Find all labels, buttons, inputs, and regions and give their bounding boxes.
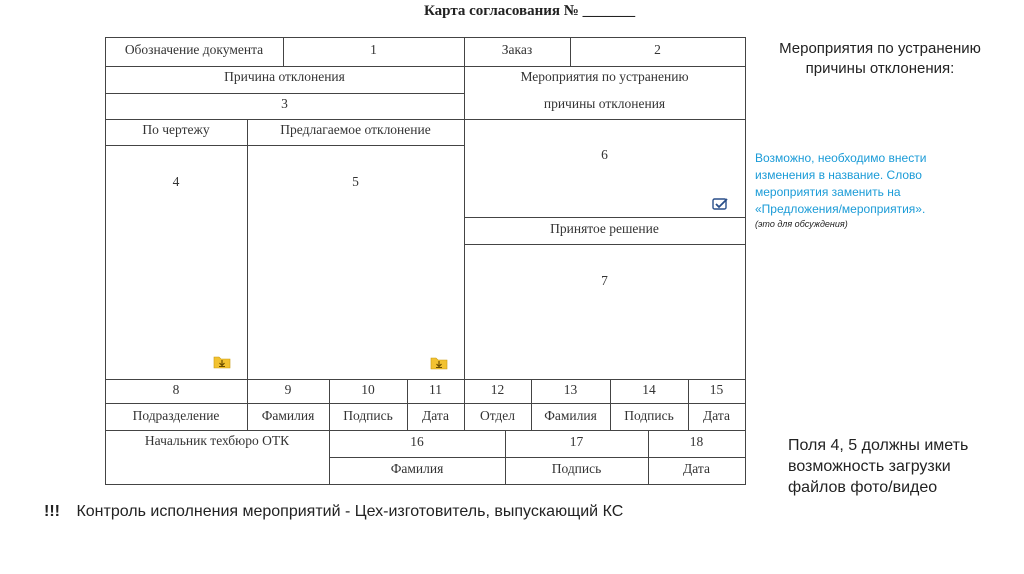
deviation-reason-label: Причина отклонения [224,69,345,84]
field-8-number: 8 [172,382,180,397]
field-9-number: 9 [284,382,292,397]
accepted-decision-label: Принятое решение [550,221,659,236]
field-18-number: 18 [689,434,704,449]
folder-download-icon[interactable] [213,355,231,369]
field-11-number: 11 [429,382,442,397]
chief-tech-bureau-label: Начальник техбюро ОТК [144,433,290,448]
by-drawing-label: По чертежу [142,122,210,137]
page-title: Карта согласования № _______ [424,3,636,19]
comment-small-text: (это для обсуждения) [755,219,848,229]
field-15-number: 15 [709,382,724,397]
measures-label-line2: причины отклонения [543,96,666,111]
field-7-number: 7 [601,273,608,288]
measures-note: Мероприятия по устранению причины отклонения: [779,40,981,77]
field-3-number: 3 [281,96,288,111]
field-6-number: 6 [601,147,608,162]
label-surname-3: Фамилия [390,461,444,476]
bottom-note [44,503,623,521]
label-surname: Фамилия [261,408,315,423]
approval-form [105,37,746,485]
comment-text: Возможно, необходимо внести изменения в название. Слово мероприятия заменить на «Предложения/мероприятия». [755,151,927,216]
doc-designation-label: Обозначение документа [124,42,264,57]
field-16-number: 16 [410,434,424,449]
bottom-note-text: Контроль исполнения мероприятий - Цех-изготовитель, выпускающий КС [76,503,624,520]
folder-download-icon[interactable] [430,356,448,370]
field-14-number: 14 [642,382,656,397]
field-2-number: 2 [654,42,661,57]
label-surname-2: Фамилия [544,408,597,423]
measures-label-line1: Мероприятия по устранению [520,69,689,84]
label-date-3: Дата [683,461,710,476]
field-17-number: 17 [569,434,584,449]
proposed-deviation-label: Предлагаемое отклонение [280,122,431,137]
label-department: Подразделение [132,408,220,423]
label-date-2: Дата [703,408,730,423]
field-12-number: 12 [490,382,505,397]
label-signature: Подпись [343,408,393,423]
label-date: Дата [422,408,449,423]
field-1-number: 1 [370,42,377,57]
field-13-number: 13 [563,382,578,397]
field-10-number: 10 [361,382,375,397]
label-section: Отдел [479,408,516,423]
upload-note: Поля 4, 5 должны иметь возможность загрузки файлов фото/видео [788,437,969,496]
checkbox-checked-icon[interactable] [712,198,728,210]
field-5-number: 5 [352,174,359,189]
comment-note [755,150,970,231]
label-signature-3: Подпись [551,461,602,476]
field-4-number: 4 [172,174,180,189]
exclamation-mark: !!! [44,503,60,520]
order-label: Заказ [501,42,533,57]
label-signature-2: Подпись [624,408,674,423]
